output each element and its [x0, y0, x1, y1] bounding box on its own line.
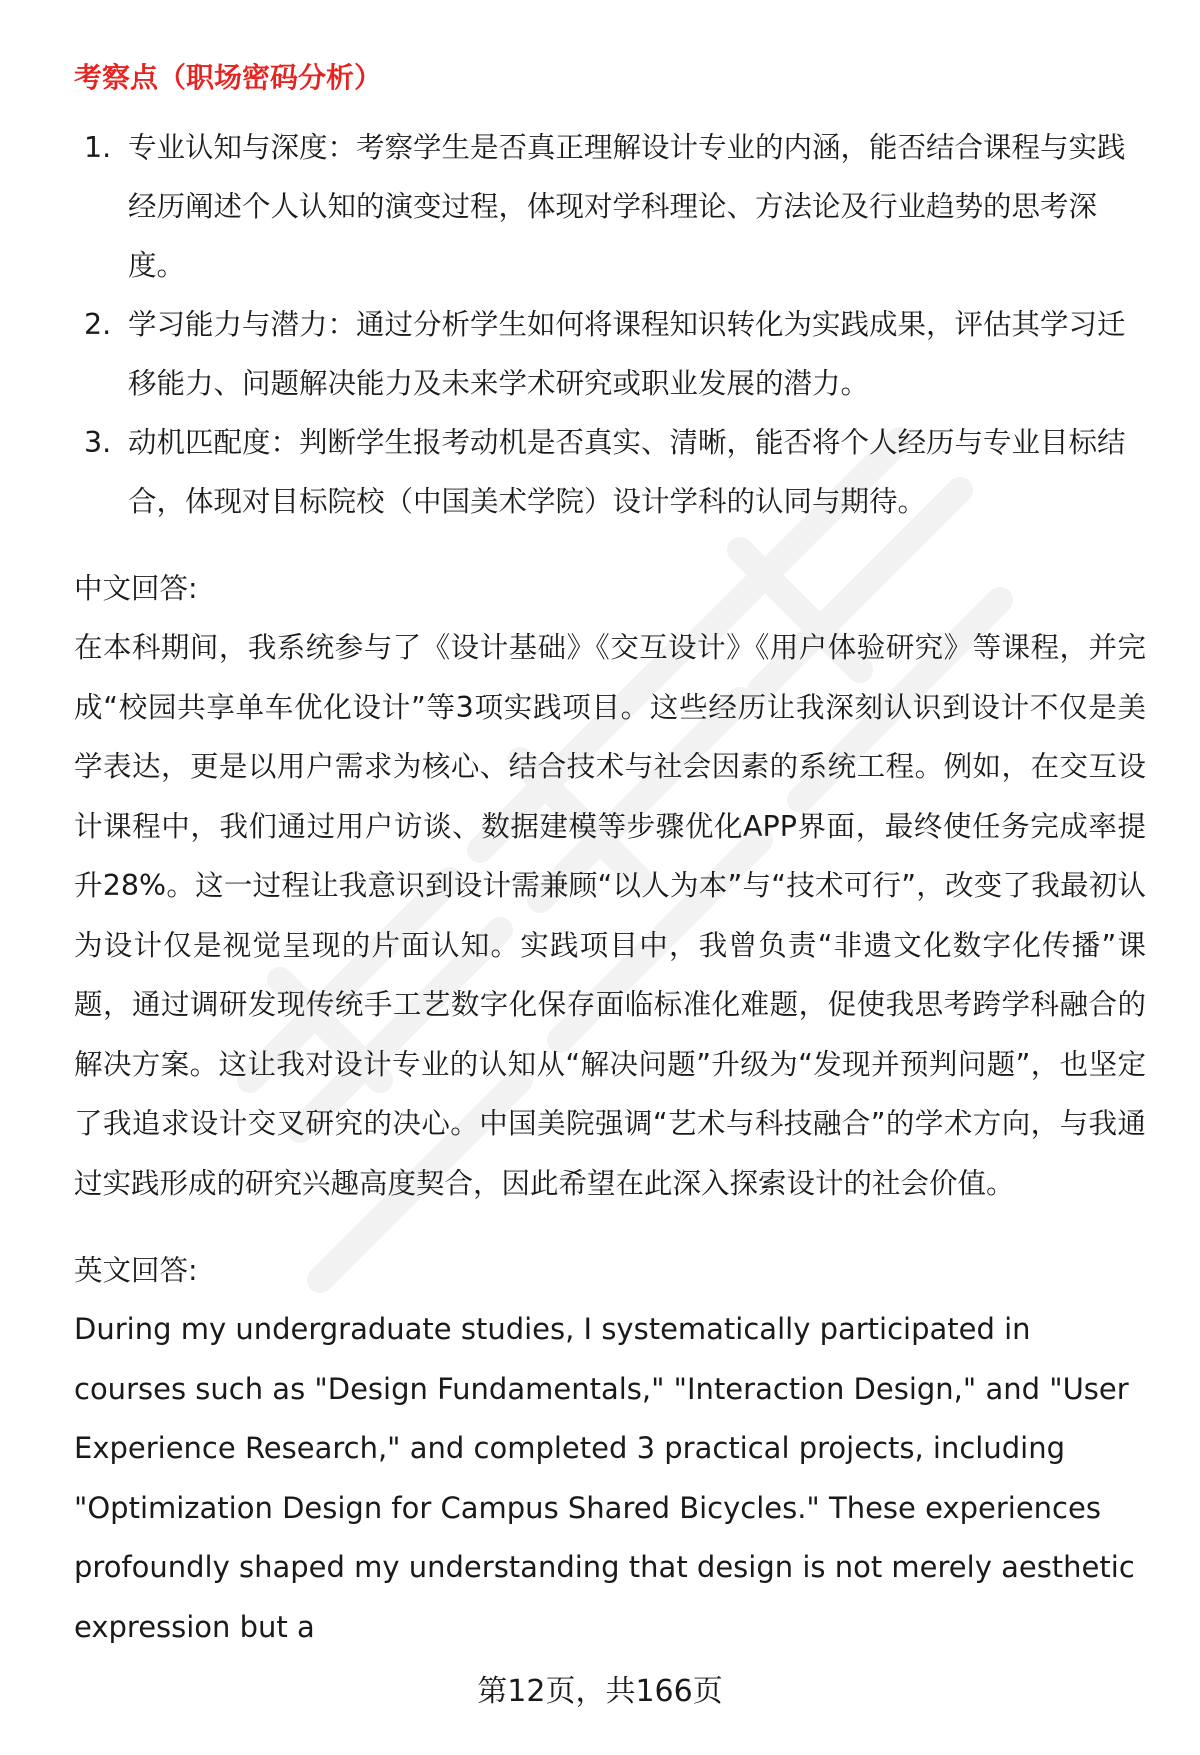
list-item-number: 2.	[84, 308, 112, 341]
list-item	[74, 118, 1146, 295]
list-item-text: 动机匹配度：判断学生报考动机是否真实、清晰，能否将个人经历与专业目标结合，体现对目标院校（中国美术学院）设计学科的认同与期待。	[128, 426, 1126, 518]
list-item	[74, 295, 1146, 413]
chinese-answer-label: 中文回答:	[74, 572, 198, 605]
assessment-points-list	[74, 118, 1146, 531]
list-item-text: 学习能力与潜力：通过分析学生如何将课程知识转化为实践成果，评估其学习迁移能力、问题解决能力及未来学术研究或职业发展的潜力。	[128, 308, 1126, 400]
english-answer-label: 英文回答:	[74, 1254, 198, 1287]
page-number-footer: 第12页，共166页	[477, 1674, 723, 1709]
chinese-answer-text: 在本科期间，我系统参与了《设计基础》《交互设计》《用户体验研究》等课程，并完成“校园共享单车优化设计”等3项实践项目。这些经历让我深刻认识到设计不仅是美学表达，更是以用户需求为核心、结合技术与社会因素的系统工程。例如，在交互设计课程中，我们通过用户访谈、数据建模等步骤优化APP界面，最终使任务完成率提升28%。这一过程让我意识到设计需兼顾“以人为本”与“技术可行”，改变了我最初认为设计仅是视觉呈现的片面认知。实践项目中，我曾负责“非遗文化数字化传播”课题，通过调研发现传统手工艺数字化保存面临标准化难题，促使我思考跨学科融合的解决方案。这让我对设计专业的认知从“解决问题”升级为“发现并预判问题”，也坚定了我追求设计交叉研究的决心。中国美院强调“艺术与科技融合”的学术方向，与我通过实践形成的研究兴趣高度契合，因此希望在此深入探索设计的社会价值。	[74, 631, 1146, 1200]
english-answer-text: During my undergraduate studies, I systematically participated in courses such as "Design Fundamentals," "Interaction Design," and "User Experience Research," and completed 3 practical projects, including "Optimization Design for Campus Shared Bicycles." These experiences profoundly shaped my understanding that design is not merely aesthetic expression but a	[74, 1312, 1135, 1644]
list-item-number: 1.	[84, 131, 112, 164]
list-item	[74, 413, 1146, 531]
list-item-text: 专业认知与深度：考察学生是否真正理解设计专业的内涵，能否结合课程与实践经历阐述个人认知的演变过程，体现对学科理论、方法论及行业趋势的思考深度。	[128, 131, 1126, 282]
section-title: 考察点（职场密码分析）	[74, 61, 383, 94]
document-page	[74, 58, 1146, 1657]
list-item-number: 3.	[84, 426, 112, 459]
